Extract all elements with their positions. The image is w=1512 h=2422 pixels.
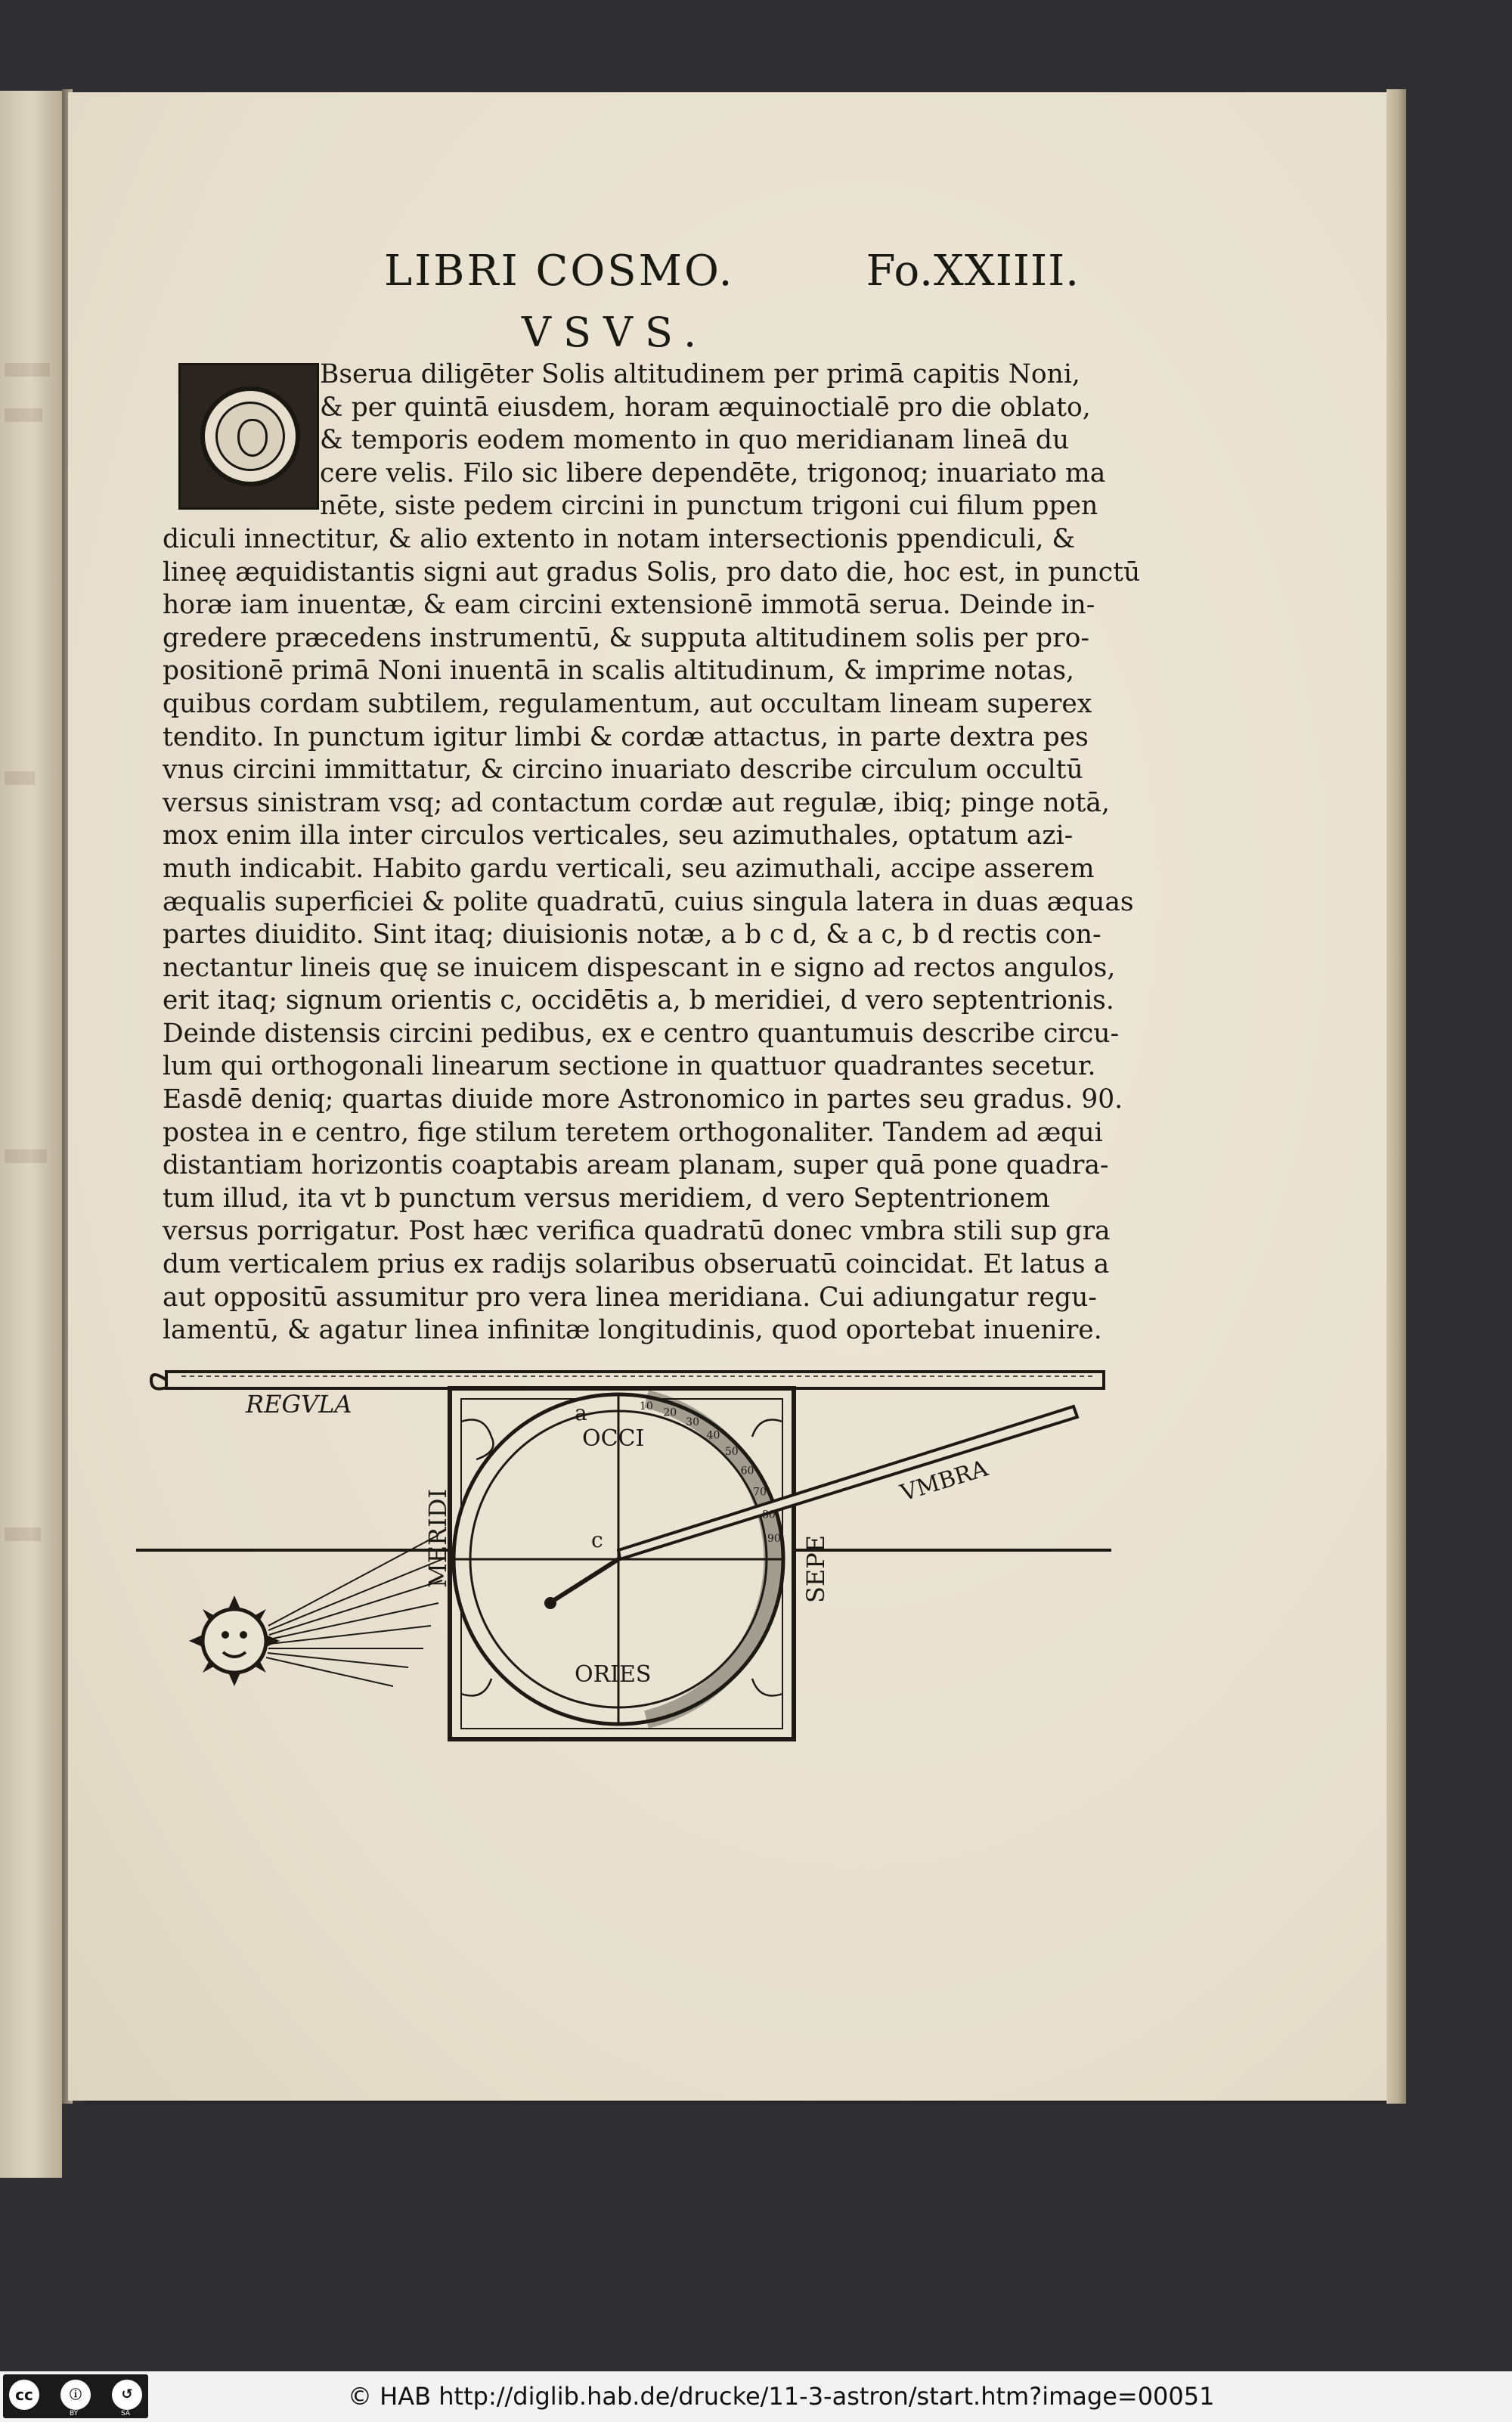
text-line: dum verticalem prius ex radijs solaribus obseruatū coincidat. Et latus a — [163, 1249, 1110, 1280]
text-line: positionē primā Noni inuentā in scalis altitudinum, & imprime notas, — [163, 656, 1074, 687]
degree-mark: 30 — [686, 1416, 700, 1429]
text-line: & temporis eodem momento in quo meridianam lineā du — [320, 425, 1070, 456]
degree-mark: 40 — [706, 1429, 720, 1442]
text-line: lum qui orthogonali linearum sectione in quattuor quadrantes secetur. — [163, 1051, 1096, 1082]
cc-license-badge[interactable] — [3, 2374, 148, 2418]
degree-mark: 10 — [639, 1400, 653, 1413]
adjacent-page-strip — [0, 91, 62, 2178]
degree-mark: 80 — [761, 1509, 776, 1521]
text-line: versus sinistram vsq; ad contactum cordæ aut regulæ, ibiq; pinge notā, — [163, 787, 1110, 818]
page-edge — [1387, 89, 1406, 2104]
text-line: quibus cordam subtilem, regulamentum, aut occultam lineam superex — [163, 688, 1092, 719]
text-line: erit itaq; signum orientis c, occidētis a, b meridiei, d vero septentrionis. — [163, 985, 1114, 1016]
text-line: distantiam horizontis coaptabis aream planam, super quā pone quadra- — [163, 1150, 1109, 1181]
text-line: muth indicabit. Habito gardu verticali, seu azimuthali, accipe asserem — [163, 853, 1095, 884]
footer-bar — [0, 2371, 1512, 2422]
cc-icon: cc — [9, 2380, 39, 2410]
label-ories: ORIES — [575, 1661, 652, 1688]
text-line: lineę æquidistantis signi aut gradus Solis, pro dato die, hoc est, in punctū — [163, 557, 1141, 588]
label-umbra: VMBRA — [897, 1455, 991, 1507]
label-sepe: SEPE — [801, 1534, 830, 1603]
label-regula: REGVLA — [246, 1390, 352, 1419]
text-line: cere velis. Filo sic libere dependēte, trigonoq; inuariato ma — [320, 457, 1106, 488]
body-text — [163, 358, 1141, 1347]
sun-icon — [189, 1535, 446, 1686]
gnomon-base — [544, 1597, 556, 1609]
by-icon: ⓘ — [60, 2380, 91, 2410]
text-line: æqualis superficiei & polite quadratū, cuius singula latera in duas æquas — [163, 886, 1134, 917]
folio-number: Fo.XXIIII. — [866, 247, 1080, 296]
degree-mark: 20 — [663, 1406, 677, 1419]
text-line: Deinde distensis circini pedibus, ex e centro quantumuis describe circu- — [163, 1018, 1120, 1049]
sa-icon: ↺ — [112, 2380, 142, 2410]
text-line: vnus circini immittatur, & circino inuariato describe circulum occultū — [163, 755, 1083, 786]
text-line: & per quintā eiusdem, horam æquinoctialē pro die oblato, — [320, 392, 1091, 423]
text-line: tum illud, ita vt b punctum versus meridiem, d vero Septentrionem — [163, 1183, 1050, 1214]
meridian-instrument-woodcut — [136, 1361, 1119, 1754]
degree-mark: 50 — [724, 1446, 739, 1459]
by-label: BY — [70, 2410, 79, 2417]
text-line: tendito. In punctum igitur limbi & cordæ attactus, in parte dextra pes — [163, 721, 1089, 752]
degree-mark: 60 — [740, 1465, 754, 1478]
text-line: lamentū, & agatur linea infinitæ longitudinis, quod oportebat inuenire. — [163, 1315, 1102, 1346]
text-line: gredere præcedens instrumentū, & supputa altitudinem solis per pro- — [163, 622, 1089, 653]
text-line: Bserua diligēter Solis altitudinem per primā capitis Noni, — [320, 359, 1080, 389]
text-line: horæ iam inuentæ, & eam circini extensionē immotā serua. Deinde in- — [163, 590, 1095, 621]
label-a: a — [575, 1400, 587, 1425]
text-line: mox enim illa inter circulos verticales, seu azimuthales, optatum azi- — [163, 820, 1074, 851]
label-meridi: MERIDI — [423, 1488, 452, 1588]
text-line: versus porrigatur. Post hæc verifica quadratū donec vmbra stili sup gra — [163, 1216, 1111, 1247]
text-line: Easdē deniq; quartas diuide more Astronomico in partes seu gradus. 90. — [163, 1084, 1123, 1115]
sa-label: SA — [121, 2410, 131, 2417]
running-head — [384, 247, 1080, 299]
footer-credit-link[interactable]: © HAB http://diglib.hab.de/drucke/11-3-astron/start.htm?image=00051 — [348, 2382, 1215, 2411]
degree-mark: 90 — [767, 1533, 781, 1546]
woodcut-illustration — [136, 1361, 1119, 1754]
label-c: c — [591, 1527, 603, 1552]
text-line: nectantur lineis quę se inuicem dispescant in e signo ad rectos angulos, — [163, 952, 1116, 983]
text-line: postea in e centro, fige stilum teretem orthogonaliter. Tandem ad æqui — [163, 1117, 1103, 1148]
section-title: VSVS. — [522, 309, 709, 356]
label-occi: OCCI — [582, 1425, 645, 1452]
text-line: diculi innectitur, & alio extento in notam intersectionis ppendiculi, & — [163, 523, 1076, 554]
text-line: nēte, siste pedem circini in punctum trigoni cui filum ppen — [320, 491, 1098, 522]
running-head-title: LIBRI COSMO. — [384, 247, 735, 296]
degree-mark: 70 — [753, 1486, 767, 1499]
text-line: partes diuidito. Sint itaq; diuisionis notæ, a b c d, & a c, b d rectis con- — [163, 919, 1101, 951]
text-line: aut oppositū assumitur pro vera linea meridiana. Cui adiungatur regu- — [163, 1282, 1097, 1313]
